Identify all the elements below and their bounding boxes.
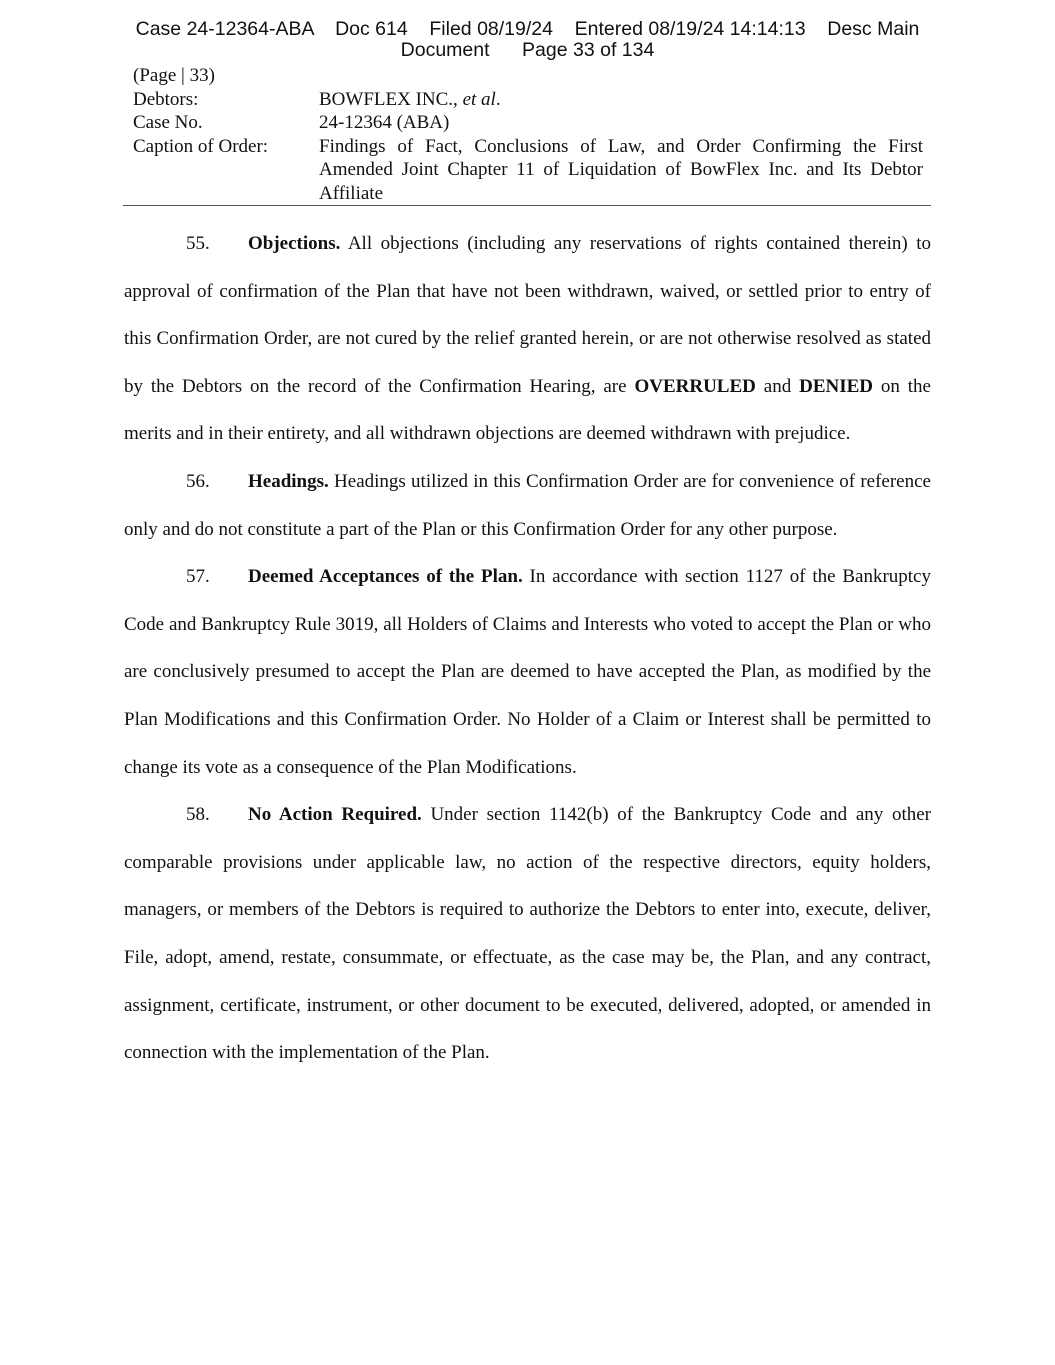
header-divider: [123, 205, 931, 206]
paragraph-57: [124, 553, 931, 791]
order-caption-header: [133, 64, 923, 205]
caption-case-row: [133, 111, 923, 135]
document-body: [124, 220, 931, 1077]
page-reference: (Page | 33): [133, 65, 215, 86]
paragraph-text: on the merits and in their entirety, and all withdrawn objections are deemed withdrawn with prejudice.: [124, 375, 931, 445]
debtors-label: Debtors:: [133, 88, 199, 110]
debtors-value: [319, 88, 923, 112]
bold-denied: DENIED: [799, 375, 873, 397]
caption-page-row: [133, 64, 923, 88]
paragraph-text: Headings utilized in this Confirmation Order are for convenience of reference only and do not constitute a part of the Plan or this Confirmation Order for any other purpose.: [124, 470, 931, 540]
paragraph-55: [124, 220, 931, 458]
paragraph-number: 56.: [186, 470, 210, 492]
paragraph-heading: Headings.: [248, 470, 329, 492]
paragraph-number: 57.: [186, 566, 210, 588]
debtors-name: BOWFLEX INC.,: [319, 88, 463, 110]
paragraph-text: In accordance with section 1127 of the Bankruptcy Code and Bankruptcy Rule 3019, all Holders of Claims and Interests who voted to accept the Plan or who are conclusively presumed to accept the Plan are deemed to have accepted the Plan, as modified by the Plan Modifications and this Confirmation Order. No Holder of a Claim or Interest shall be permitted to change its vote as a consequence of the Plan Modifications.: [124, 566, 931, 778]
paragraph-text: All objections (including any reservations of rights contained therein) to approval of confirmation of the Plan that have not been withdrawn, waived, or settled prior to entry of this Confirmation Order, are not cured by the relief granted herein, or are not otherwise resolved as stated by the Debtors on the record of the Confirmation Hearing, are: [124, 233, 931, 397]
debtors-et-al: et al: [462, 88, 496, 110]
case-number-value: 24-12364 (ABA): [319, 112, 450, 133]
case-number-label: Case No.: [133, 112, 203, 133]
paragraph-56: [124, 458, 931, 553]
paragraph-heading: Objections.: [248, 233, 341, 254]
paragraph-text: Under section 1142(b) of the Bankruptcy Code and any other comparable provisions under applicable law, no action of the respective directors, equity holders, managers, or members of the Debtors is required to authorize the Debtors to enter into, execute, deliver, File, adopt, amend, restate, consummate, or effectuate, as the case may be, the Plan, and any contract, assignment, certificate, instrument, or other document to be executed, delivered, adopted, or amended in connection with the implementation of the Plan.: [124, 804, 931, 1064]
paragraph-heading: Deemed Acceptances of the Plan.: [248, 566, 523, 588]
paragraph-58: [124, 791, 931, 1077]
debtors-period: .: [495, 88, 501, 110]
caption-order-row: [133, 135, 923, 206]
caption-debtors-row: [133, 88, 923, 112]
filing-stamp-line-2: Document Page 33 of 134: [400, 39, 655, 61]
caption-of-order-label: Caption of Order:: [133, 135, 269, 157]
paragraph-number: 58.: [186, 804, 210, 826]
filing-stamp-line-1: Case 24-12364-ABA Doc 614 Filed 08/19/24 Entered 08/19/24 14:14:13 Desc Main: [135, 18, 920, 40]
paragraph-heading: No Action Required.: [248, 804, 422, 826]
court-filing-stamp: [0, 19, 1055, 61]
paragraph-number: 55.: [186, 233, 210, 254]
caption-of-order-value: Findings of Fact, Conclusions of Law, and Order Confirming the First Amended Joint Chapter 11 of Liquidation of BowFlex Inc. and Its Debtor Affiliate: [319, 135, 923, 204]
bold-overruled: OVERRULED: [634, 375, 756, 397]
paragraph-text: and: [755, 375, 800, 397]
